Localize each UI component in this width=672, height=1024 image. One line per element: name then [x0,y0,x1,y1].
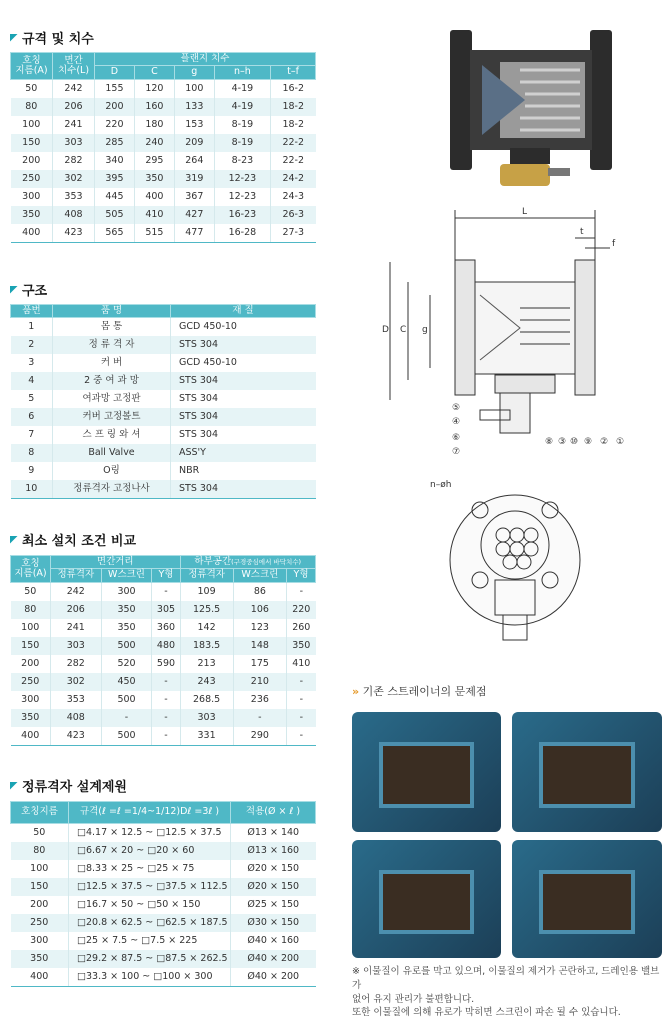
table-cell: 125.5 [180,601,233,619]
table-cell: 445 [95,188,135,206]
table-cell: 450 [101,673,152,691]
problem-photo-2 [512,712,662,832]
table-cell: Ø20 × 150 [231,860,316,878]
table-cell: - [287,709,316,727]
table-cell: 50 [25,82,38,94]
table-cell: 367 [174,188,214,206]
table-cell: 206 [53,98,95,116]
table-cell: 500 [101,727,152,746]
table-cell: 505 [95,206,135,224]
table-cell: 180 [134,116,174,134]
table-cell: 175 [233,655,286,673]
table-cell: 295 [134,152,174,170]
table-row [11,582,316,601]
table-cell: 350 [11,709,51,727]
section-mark-icon [10,782,18,790]
table-cell: 183.5 [180,637,233,655]
table-cell: 220 [95,116,135,134]
table-cell: 360 [152,619,180,637]
table-cell: 520 [101,655,152,673]
table-row [11,842,316,860]
table-cell: Ø13 × 160 [231,842,316,860]
table-cell: ASS'Y [171,444,316,462]
table-cell: 282 [51,655,102,673]
svg-text:f: f [612,239,616,249]
table-cell: 150 [11,637,51,655]
table-cell: 427 [174,206,214,224]
table-cell: 155 [95,79,135,98]
table-cell: 22-2 [271,134,316,152]
table-cell: 400 [11,224,53,243]
install-table: 호칭 지름(A) 면간거리 하부공간(구경중심에서 바닥치수) 정류격자 W스크린 Y형 정류격자 W스크린 Y형 50 242 300 - 109 86 - 80 206 350 305 125.5 106 220 100 241 350 360 142 123 260 150 303 500 480 183.5 148 350 200 282 520 590 213 175 410 250 302 450 - 243 210 - 300 353 500 - 268.5 236 - 350 408 - - 303 - - 400 423 500 - 331 290 - [10,555,316,746]
table-row [11,691,316,709]
table-cell: 423 [51,727,102,746]
table-cell: 123 [233,619,286,637]
table-cell: 250 [11,170,53,188]
table-cell: 9 [28,465,35,477]
svg-text:n–øh: n–øh [430,480,452,490]
svg-text:⑥: ⑥ [452,433,461,443]
table-cell: 350 [101,601,152,619]
table-cell: O링 [53,462,171,480]
table-cell: 스 프 링 와 셔 [53,426,171,444]
table-cell: □25 × 7.5 ~ □7.5 × 225 [69,932,231,950]
table-cell: 340 [95,152,135,170]
table-cell: 410 [287,655,316,673]
table-cell: 1 [28,321,35,333]
table-row [11,878,316,896]
table-cell: 8-19 [214,134,270,152]
table-cell: 400 [11,968,69,987]
table-cell: STS 304 [171,480,316,499]
table-cell: 243 [180,673,233,691]
table-cell: 260 [287,619,316,637]
double-chevron-icon: » [352,685,360,698]
svg-text:④: ④ [452,417,461,427]
table-cell: 106 [233,601,286,619]
table-cell: 몸 통 [53,318,171,337]
svg-text:②: ② [600,437,609,447]
table-row [11,619,316,637]
table-cell: 200 [30,899,49,910]
table-row [11,426,316,444]
table-cell: 80 [11,98,53,116]
table-cell: 290 [233,727,286,746]
table-cell: 242 [53,79,95,98]
table-cell: 16-28 [214,224,270,243]
table-cell: 410 [134,206,174,224]
table-row [11,727,316,746]
table-cell: 408 [51,709,102,727]
table-cell: 236 [233,691,286,709]
table-cell: 50 [33,827,46,838]
table-cell: 300 [101,582,152,601]
table-cell: 285 [95,134,135,152]
table-cell: 210 [233,673,286,691]
table-cell: Ø30 × 150 [231,914,316,932]
table-cell: 305 [152,601,180,619]
table-cell: 18-2 [271,116,316,134]
table-cell: 100 [21,621,40,633]
table-cell: 160 [134,98,174,116]
table-cell: 8-23 [214,152,270,170]
table-cell: 300 [30,935,49,946]
table-cell: 250 [11,673,51,691]
table-row [11,709,316,727]
table-cell: Ø40 × 160 [231,932,316,950]
table-row [11,950,316,968]
table-cell: 303 [51,637,102,655]
table-cell: 2 중 여 과 망 [53,372,171,390]
table-cell: 여과망 고정판 [53,390,171,408]
table-cell: 10 [11,480,53,499]
table-cell: 350 [134,170,174,188]
table-cell: 282 [53,152,95,170]
table-cell: 22-2 [271,152,316,170]
table-cell: 120 [134,79,174,98]
table-row [11,372,316,390]
table-cell: 16-23 [214,206,270,224]
table-row [11,480,316,499]
problem-note: ※ 이물질이 유로를 막고 있으며, 이물질의 제거가 곤란하고, 드레인용 밸브가 없어 유지 관리가 불편합니다. 또한 이물질에 의해 유로가 막히면 스크린이 파손 될 수 있습니다. [352,966,660,1019]
svg-text:⑦: ⑦ [452,447,461,457]
table-cell: 3 [28,357,35,369]
table-cell: 7 [28,429,35,441]
table-cell: 480 [152,637,180,655]
strainer-product-image [430,20,630,190]
table-cell: - [152,673,180,691]
svg-text:D: D [382,325,389,335]
spec-table: 호칭 지름(A) 면간 치수(L) 플랜지 치수 D C g n–h t–f 50 242 155 120 100 4-19 16-2 80 206 200 160 133 4-19 18-2 100 241 220 180 153 8-19 18-2 150 303 285 240 209 8-19 22-2 200 282 340 295 264 8-23 22-2 250 302 395 350 319 12-23 24-2 300 353 445 400 367 12-23 24-3 350 408 505 410 427 16-23 26-3 400 423 565 515 477 16-28 27-3 [10,52,316,243]
table-row [11,637,316,655]
table-cell: 240 [134,134,174,152]
table-cell: Ø40 × 200 [231,968,316,987]
svg-text:⑩: ⑩ [570,437,579,447]
table-row [11,896,316,914]
table-cell: 150 [11,134,53,152]
table-row [11,170,316,188]
table-cell: 500 [101,691,152,709]
table-row [11,152,316,170]
table-cell: 303 [180,709,233,727]
table-cell: 80 [11,601,51,619]
table-row [11,116,316,134]
table-row [11,444,316,462]
table-cell: 353 [53,188,95,206]
table-cell: 8 [11,444,53,462]
table-row [11,354,316,372]
table-cell: 400 [134,188,174,206]
table-cell: NBR [171,462,316,480]
table-row [11,188,316,206]
table-cell: 4 [11,372,53,390]
table-cell: 423 [53,224,95,243]
table-cell: 350 [287,637,316,655]
section-title-design: 정류격자 설계제원 [10,776,127,795]
table-cell: 350 [11,206,53,224]
table-cell: □8.33 × 25 ~ □25 × 75 [69,860,231,878]
table-row [11,134,316,152]
table-row [11,824,316,843]
table-cell: 26-3 [271,206,316,224]
table-cell: 300 [22,190,41,202]
section-title-install: 최소 설치 조건 비교 [10,530,136,549]
svg-text:t: t [580,227,584,237]
table-cell: GCD 450-10 [171,354,316,372]
table-cell: 148 [233,637,286,655]
table-cell: □4.17 × 12.5 ~ □12.5 × 37.5 [69,824,231,843]
table-row [11,601,316,619]
table-cell: 302 [53,170,95,188]
table-cell: 302 [51,673,102,691]
table-cell: 515 [134,224,174,243]
table-cell: 350 [11,950,69,968]
table-cell: 109 [180,582,233,601]
table-row [11,860,316,878]
table-cell: - [101,709,152,727]
problem-photo-4 [512,840,662,958]
table-cell: 300 [21,693,40,705]
table-cell: 209 [174,134,214,152]
section-title-structure: 구조 [10,280,47,299]
table-row [11,655,316,673]
table-cell: 24-2 [271,170,316,188]
table-row [11,390,316,408]
table-cell: 86 [233,582,286,601]
table-cell: GCD 450-10 [171,318,316,337]
table-cell: □29.2 × 87.5 ~ □87.5 × 262.5 [69,950,231,968]
table-cell: - [287,673,316,691]
table-cell: 500 [101,637,152,655]
table-row [11,79,316,98]
table-cell: 400 [11,727,51,746]
table-cell: 150 [11,878,69,896]
table-cell: 264 [174,152,214,170]
section-mark-icon [10,536,18,544]
table-row [11,98,316,116]
table-cell: Ø20 × 150 [231,878,316,896]
table-cell: 220 [287,601,316,619]
table-cell: Ball Valve [53,444,171,462]
table-cell: 213 [180,655,233,673]
table-cell: 200 [95,98,135,116]
structure-table: 품번 품 명 재 질 1 몸 통 GCD 450-10 2 정 류 격 자 STS 304 3 커 버 GCD 450-10 4 2 중 여 과 망 STS 304 5 여과망 고정판 STS 304 6 커버 고정볼트 STS 304 7 스 프 링 와 셔 STS 304 8 Ball Valve ASS'Y 9 O링 NBR 10 정류격자 고정나사 STS 304 [10,304,316,499]
table-cell: 4-19 [214,98,270,116]
svg-text:①: ① [616,437,625,447]
svg-text:③: ③ [558,437,567,447]
table-cell: - [287,691,316,709]
svg-text:⑧: ⑧ [545,437,554,447]
table-cell: 8-19 [214,116,270,134]
table-cell: 27-3 [271,224,316,243]
table-cell: 정류격자 고정나사 [53,480,171,499]
table-cell: 331 [180,727,233,746]
table-cell: 319 [174,170,214,188]
table-cell: 350 [101,619,152,637]
table-cell: - [233,709,286,727]
table-cell: 커 버 [53,354,171,372]
table-cell: STS 304 [171,390,316,408]
table-row [11,673,316,691]
svg-text:⑤: ⑤ [452,403,461,413]
table-row [11,968,316,987]
table-cell: 5 [28,393,35,405]
table-cell: 16-2 [271,79,316,98]
table-cell: 200 [22,154,41,166]
table-row [11,206,316,224]
table-cell: - [152,582,180,601]
problem-title: » 기존 스트레이너의 문제점 [352,685,487,698]
table-cell: 18-2 [271,98,316,116]
table-cell: 268.5 [180,691,233,709]
table-cell: □20.8 × 62.5 ~ □62.5 × 187.5 [69,914,231,932]
table-cell: 100 [22,118,41,130]
table-cell: - [287,582,316,601]
table-cell: STS 304 [171,336,316,354]
table-cell: □33.3 × 100 ~ □100 × 300 [69,968,231,987]
svg-text:C: C [400,325,407,335]
table-cell: 200 [21,657,40,669]
table-cell: STS 304 [171,426,316,444]
table-cell: 커버 고정볼트 [53,408,171,426]
table-cell: 303 [53,134,95,152]
table-cell: Ø25 × 150 [231,896,316,914]
table-cell: 206 [51,601,102,619]
section-mark-icon [10,286,18,294]
design-table: 호칭지름 규격(ℓ =ℓ =1/4~1/12)Dℓ =3ℓ ) 적용(Ø × ℓ ) 50 □4.17 × 12.5 ~ □12.5 × 37.5 Ø13 × 140 80 □6.67 × 20 ~ □20 × 60 Ø13 × 160 100 □8.33 × 25 ~ □25 × 75 Ø20 × 150 150 □12.5 × 37.5 ~ □37.5 × 112.5 Ø20 × 150 200 □16.7 × 50 ~ □50 × 150 Ø25 × 150 250 □20.8 × 62.5 ~ □62.5 × 187.5 Ø30 × 150 300 □25 × 7.5 ~ □7.5 × 225 Ø40 × 160 350 □29.2 × 87.5 ~ □87.5 × 262.5 Ø40 × 200 400 □33.3 × 100 ~ □100 × 300 Ø40 × 200 [10,801,316,987]
table-cell: 6 [11,408,53,426]
section-mark-icon [10,34,18,42]
table-cell: STS 304 [171,408,316,426]
table-cell: 408 [53,206,95,224]
table-cell: 153 [174,116,214,134]
table-cell: □12.5 × 37.5 ~ □37.5 × 112.5 [69,878,231,896]
table-cell: 24-3 [271,188,316,206]
table-cell: 250 [11,914,69,932]
svg-text:⑨: ⑨ [584,437,593,447]
table-row [11,408,316,426]
table-cell: 100 [174,79,214,98]
table-cell: 241 [51,619,102,637]
table-cell: 133 [174,98,214,116]
svg-text:g: g [422,325,428,335]
table-cell: 100 [30,863,49,874]
table-cell: □16.7 × 50 ~ □50 × 150 [69,896,231,914]
table-cell: 242 [51,582,102,601]
table-cell: Ø13 × 140 [231,824,316,843]
table-row [11,462,316,480]
table-row [11,224,316,243]
table-cell: STS 304 [171,372,316,390]
table-cell: - [152,727,180,746]
table-cell: □6.67 × 20 ~ □20 × 60 [69,842,231,860]
section-title-spec: 규격 및 치수 [10,28,94,47]
table-row [11,914,316,932]
table-cell: 395 [95,170,135,188]
table-cell: 50 [24,585,37,597]
problem-photo-1 [352,712,501,832]
table-cell: 12-23 [214,188,270,206]
table-cell: 4-19 [214,79,270,98]
table-cell: 565 [95,224,135,243]
table-cell: 80 [11,842,69,860]
table-cell: 353 [51,691,102,709]
problem-photo-3 [352,840,501,958]
svg-text:L: L [522,207,528,217]
table-cell: 12-23 [214,170,270,188]
table-row [11,932,316,950]
table-cell: Ø40 × 200 [231,950,316,968]
technical-drawing [380,200,650,660]
table-cell: - [287,727,316,746]
table-cell: 590 [152,655,180,673]
table-row [11,336,316,354]
table-cell: 정 류 격 자 [53,336,171,354]
table-cell: 142 [180,619,233,637]
table-cell: 2 [11,336,53,354]
table-cell: - [152,709,180,727]
table-cell: 477 [174,224,214,243]
table-cell: - [152,691,180,709]
table-cell: 241 [53,116,95,134]
table-row [11,318,316,337]
